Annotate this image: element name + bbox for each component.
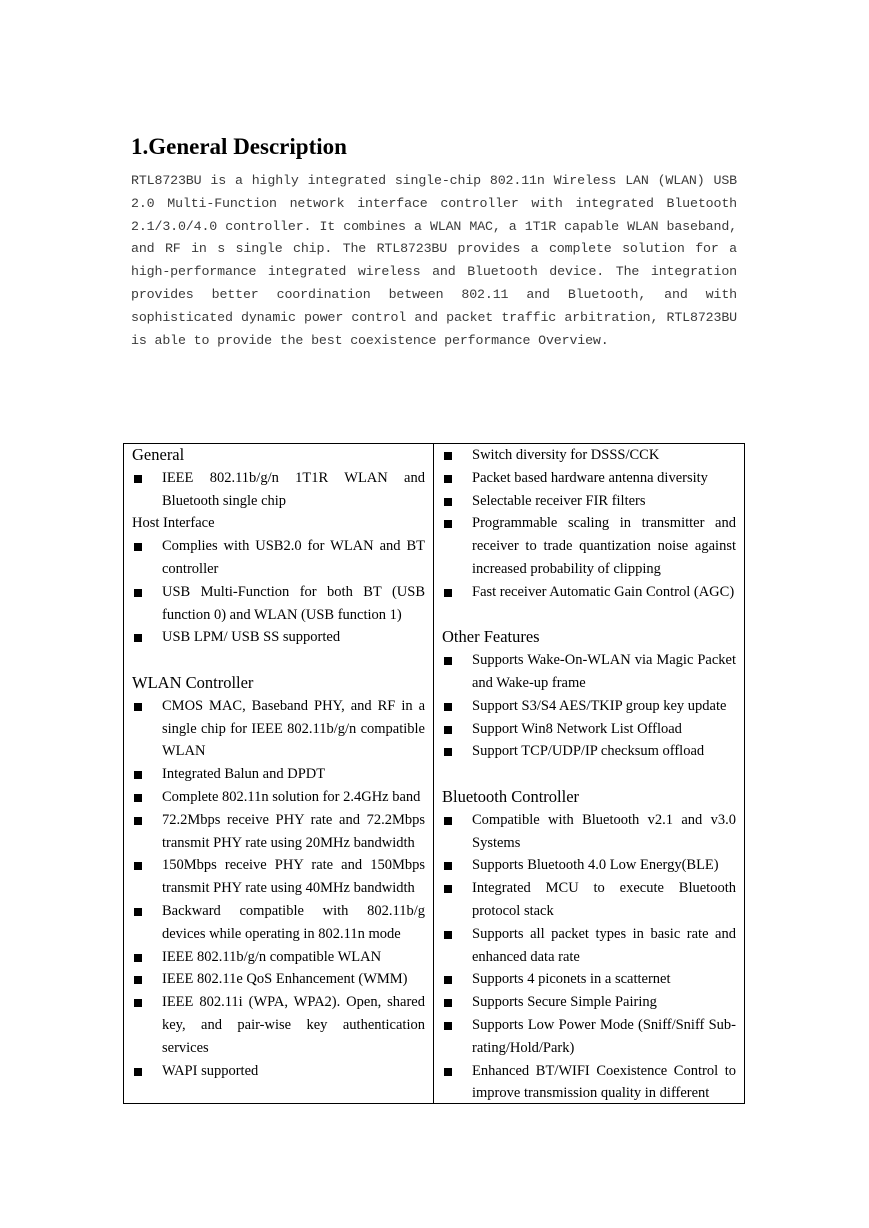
square-bullet-icon [134,589,142,597]
list-wlan-continued [442,444,736,604]
features-right-column [434,444,744,1103]
list-item [442,649,736,695]
list-item [442,444,736,467]
list-item-text: Supports Bluetooth 4.0 Low Energy(BLE) [472,857,719,874]
square-bullet-icon [134,475,142,483]
list-item-text: Supports Secure Simple Pairing [472,994,657,1011]
list-item-text: Integrated Balun and DPDT [162,766,326,783]
square-bullet-icon [444,931,452,939]
list-general [132,467,425,513]
square-bullet-icon [444,999,452,1007]
group-heading-bluetooth: Bluetooth Controller [442,786,580,806]
list-item-text: IEEE 802.11e QoS Enhancement (WMM) [162,971,408,988]
list-item [132,581,425,627]
list-item [132,535,425,581]
list-bluetooth-controller [442,809,736,1105]
list-item [132,991,425,1059]
list-item [442,991,736,1014]
list-item-text: WAPI supported [162,1062,259,1079]
features-table [123,443,745,1104]
square-bullet-icon [134,771,142,779]
list-item-text: Support Win8 Network List Offload [472,720,682,737]
list-item [442,923,736,969]
list-item [132,786,425,809]
list-item [442,512,736,580]
list-item [132,946,425,969]
list-item-text: Enhanced BT/WIFI Coexistence Control to improve transmission quality in different [472,1062,736,1102]
list-item-text: IEEE 802.11b/g/n compatible WLAN [162,948,382,965]
list-item [442,809,736,855]
list-item-text: IEEE 802.11i (WPA, WPA2). Open, shared key, and pair-wise key authentication services [162,994,425,1056]
list-item-text: Complete 802.11n solution for 2.4GHz band [162,788,421,805]
square-bullet-icon [444,703,452,711]
square-bullet-icon [444,589,452,597]
list-other-features [442,649,736,763]
list-item-text: 150Mbps receive PHY rate and 150Mbps transmit PHY rate using 40MHz bandwidth [162,857,425,897]
group-heading-general: General [132,445,185,464]
list-item-text: Integrated MCU to execute Bluetooth protocol stack [472,880,736,919]
square-bullet-icon [444,452,452,460]
list-item-text: IEEE 802.11b/g/n 1T1R WLAN and Bluetooth single chip [162,469,425,509]
list-item-text: Packet based hardware antenna diversity [472,469,708,486]
list-item-text: USB Multi-Function for both BT (USB function 0) and WLAN (USB function 1) [162,583,425,623]
list-item-text: Supports 4 piconets in a scatternet [472,971,671,988]
list-item [132,763,425,786]
square-bullet-icon [134,634,142,642]
square-bullet-icon [134,862,142,870]
square-bullet-icon [444,475,452,483]
square-bullet-icon [444,520,452,528]
square-bullet-icon [444,726,452,734]
square-bullet-icon [134,794,142,802]
list-item [442,1014,736,1060]
list-item [442,1060,736,1106]
square-bullet-icon [134,703,142,711]
list-item-text: Programmable scaling in transmitter and receiver to trade quantization noise against increased probability of clipping [472,515,736,577]
list-item-text: Fast receiver Automatic Gain Control (AGC) [472,583,735,600]
list-item [442,968,736,991]
list-item [442,877,736,923]
list-item [132,695,425,763]
list-item [442,695,736,718]
square-bullet-icon [134,976,142,984]
spacer [132,649,425,672]
intro-paragraph: RTL8723BU is a highly integrated single-chip 802.11n Wireless LAN (WLAN) USB 2.0 Multi-Function network interface controller with integrated Bluetooth 2.1/3.0/4.0 controller. It combines a WLAN MAC, a 1T1R capable WLAN baseband, and RF in s single chip. The RTL8723BU provides a complete solution for a high-performance integrated wireless and Bluetooth device. The integration provides better coordination between 802.11 and Bluetooth, and with sophisticated dynamic power control and packet traffic arbitration, RTL8723BU is able to provide the best coexistence performance Overview. [131,173,737,348]
square-bullet-icon [444,1022,452,1030]
list-item [442,854,736,877]
square-bullet-icon [444,498,452,506]
list-item-text: USB LPM/ USB SS supported [162,629,341,646]
square-bullet-icon [134,817,142,825]
list-item-text: Switch diversity for DSSS/CCK [472,447,660,463]
square-bullet-icon [444,817,452,825]
list-item-text: Supports Wake-On-WLAN via Magic Packet and Wake-up frame [472,652,736,691]
square-bullet-icon [444,976,452,984]
list-item [132,854,425,900]
list-item-text: Complies with USB2.0 for WLAN and BT controller [162,538,425,577]
subheading-host-interface: Host Interface [132,515,215,532]
list-item-text: CMOS MAC, Baseband PHY, and RF in a single chip for IEEE 802.11b/g/n compatible WLAN [162,697,425,760]
list-host-interface [132,535,425,649]
list-item [442,581,736,604]
square-bullet-icon [134,999,142,1007]
list-item [132,968,425,991]
square-bullet-icon [444,748,452,756]
group-heading-wlan: WLAN Controller [132,672,254,692]
list-item [442,467,736,490]
spacer [442,763,736,786]
section-title: 1.General Description [131,134,347,159]
square-bullet-icon [134,954,142,962]
square-bullet-icon [134,908,142,916]
list-item-text: Supports Low Power Mode (Sniff/Sniff Sub-rating/Hold/Park) [472,1016,736,1056]
list-item-text: Backward compatible with 802.11b/g devices while operating in 802.11n mode [162,902,425,942]
square-bullet-icon [134,543,142,551]
list-item [132,467,425,513]
square-bullet-icon [444,885,452,893]
features-left-column [124,444,434,1103]
list-item [132,626,425,649]
list-wlan-controller [132,695,425,1083]
list-item [442,490,736,513]
list-item-text: Compatible with Bluetooth v2.1 and v3.0 Systems [472,811,736,851]
list-item [132,1060,425,1083]
list-item-text: Support TCP/UDP/IP checksum offload [472,743,705,760]
square-bullet-icon [444,657,452,665]
square-bullet-icon [134,1068,142,1076]
list-item [442,740,736,763]
spacer [442,604,736,627]
list-item-text: Selectable receiver FIR filters [472,492,646,509]
list-item [132,900,425,946]
list-item [132,809,425,855]
square-bullet-icon [444,862,452,870]
group-heading-other-features: Other Features [442,627,540,647]
list-item-text: Support S3/S4 AES/TKIP group key update [472,697,727,714]
square-bullet-icon [444,1068,452,1076]
list-item-text: Supports all packet types in basic rate and enhanced data rate [472,925,736,965]
list-item [442,718,736,741]
list-item-text: 72.2Mbps receive PHY rate and 72.2Mbps transmit PHY rate using 20MHz bandwidth [162,811,425,851]
